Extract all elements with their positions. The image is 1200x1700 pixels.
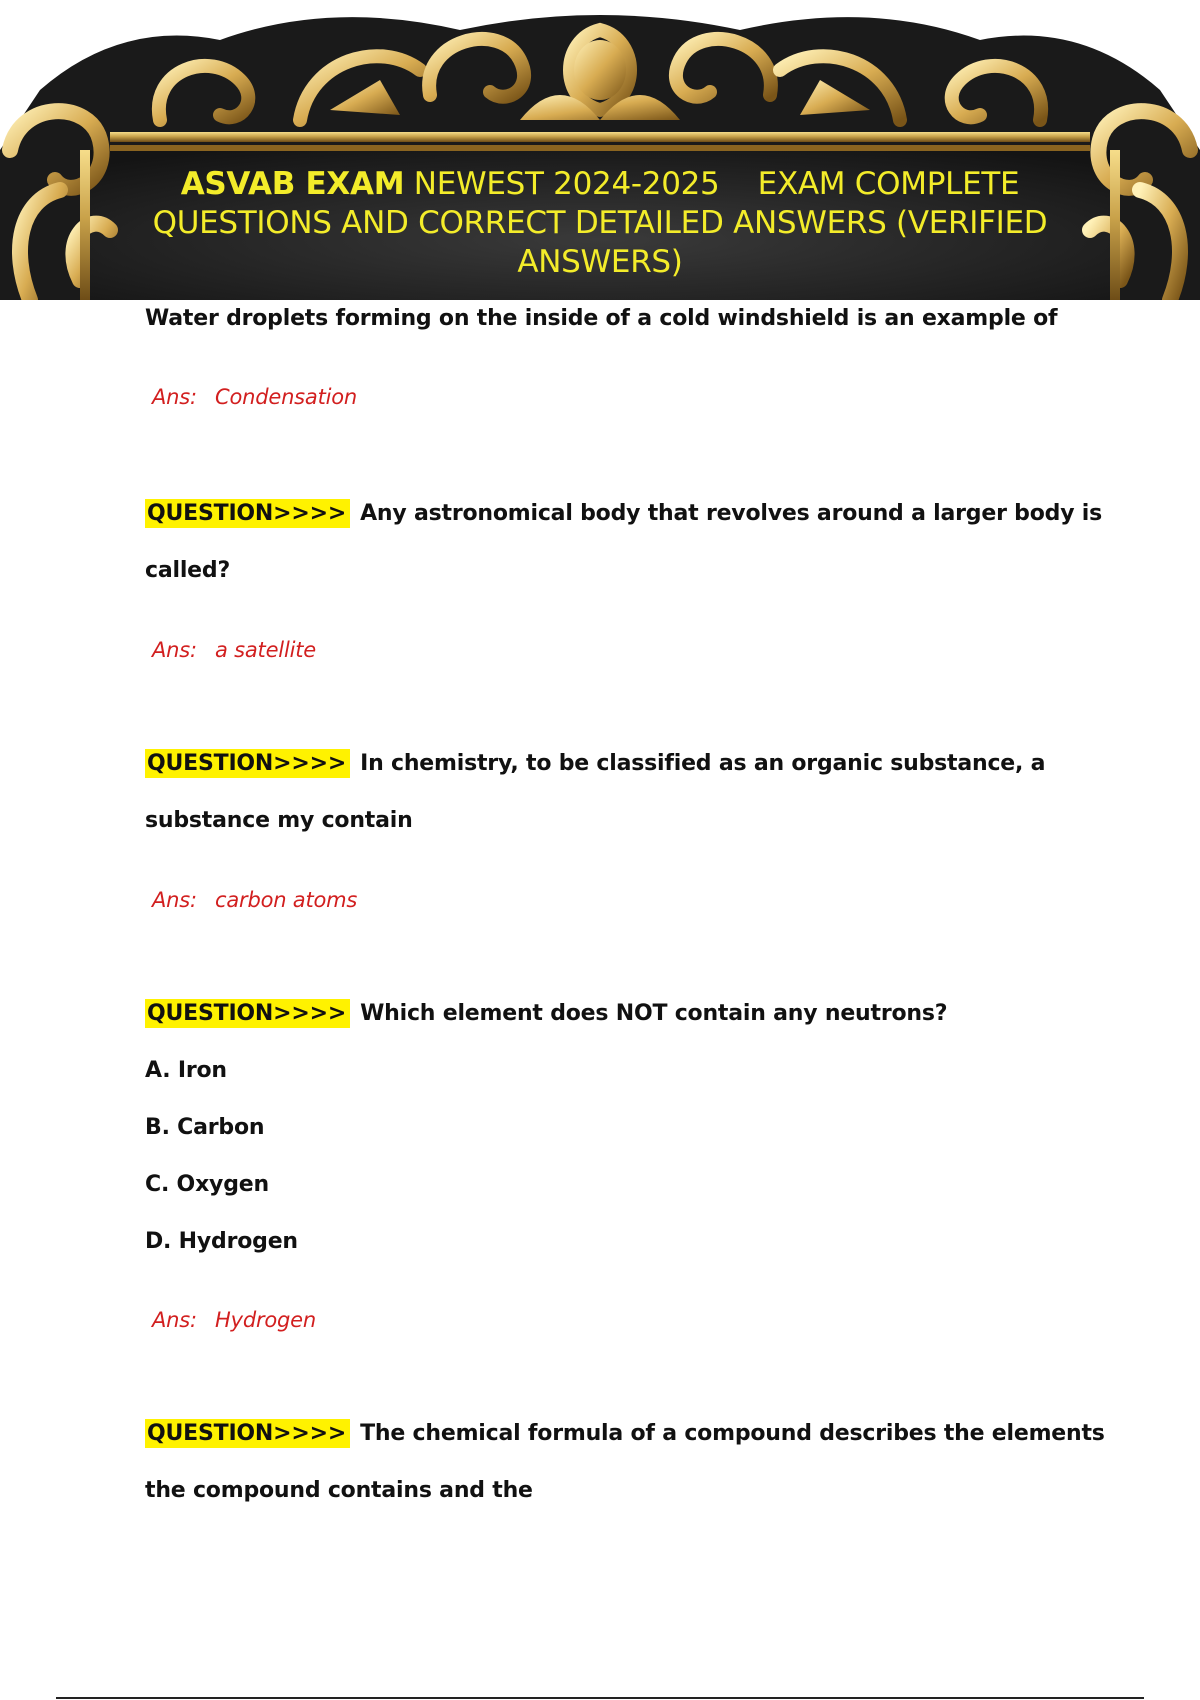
- question-3-text: In chemistry, to be classified as an organic substance, a: [360, 751, 1046, 776]
- answer-3: [152, 888, 357, 912]
- answer-1-text: Condensation: [215, 385, 358, 409]
- title-bold-part: ASVAB EXAM: [180, 166, 405, 202]
- option-b: B. Carbon: [145, 1115, 265, 1140]
- question-4-line1: [145, 1001, 947, 1026]
- answer-label: Ans:: [152, 1308, 197, 1332]
- question-tag: QUESTION>>>>: [145, 499, 350, 528]
- option-c: C. Oxygen: [145, 1172, 269, 1197]
- title-line2: QUESTIONS AND CORRECT DETAILED ANSWERS (VERIFIED: [152, 205, 1048, 241]
- option-d: D. Hydrogen: [145, 1229, 298, 1254]
- question-2-line2: called?: [145, 558, 230, 583]
- header-banner: [0, 0, 1200, 300]
- question-5-line2: the compound contains and the: [145, 1478, 533, 1503]
- question-2-line1: [145, 501, 1102, 526]
- answer-4-text: Hydrogen: [215, 1308, 316, 1332]
- question-tag: QUESTION>>>>: [145, 1419, 350, 1448]
- question-tag: QUESTION>>>>: [145, 749, 350, 778]
- answer-4: [152, 1308, 316, 1332]
- answer-label: Ans:: [152, 888, 197, 912]
- answer-2: [152, 638, 316, 662]
- question-2-text: Any astronomical body that revolves around a larger body is: [360, 501, 1103, 526]
- question-3-line2: substance my contain: [145, 808, 413, 833]
- question-1-text: Water droplets forming on the inside of a cold windshield is an example of: [145, 306, 1058, 331]
- answer-label: Ans:: [152, 638, 197, 662]
- option-a: A. Iron: [145, 1058, 227, 1083]
- question-3-line1: [145, 751, 1045, 776]
- question-4-text: Which element does NOT contain any neutrons?: [360, 1001, 948, 1026]
- title-line3: ANSWERS): [517, 244, 683, 280]
- document-title: [150, 165, 1050, 282]
- title-line1-rest: NEWEST 2024-2025 EXAM COMPLETE: [404, 166, 1020, 202]
- answer-1: [152, 385, 357, 409]
- question-tag: QUESTION>>>>: [145, 999, 350, 1028]
- answer-2-text: a satellite: [215, 638, 316, 662]
- answer-label: Ans:: [152, 385, 197, 409]
- question-5-line1: [145, 1421, 1105, 1446]
- footer-rule: [56, 1697, 1144, 1699]
- question-5-text: The chemical formula of a compound describes the elements: [360, 1421, 1105, 1446]
- answer-3-text: carbon atoms: [215, 888, 358, 912]
